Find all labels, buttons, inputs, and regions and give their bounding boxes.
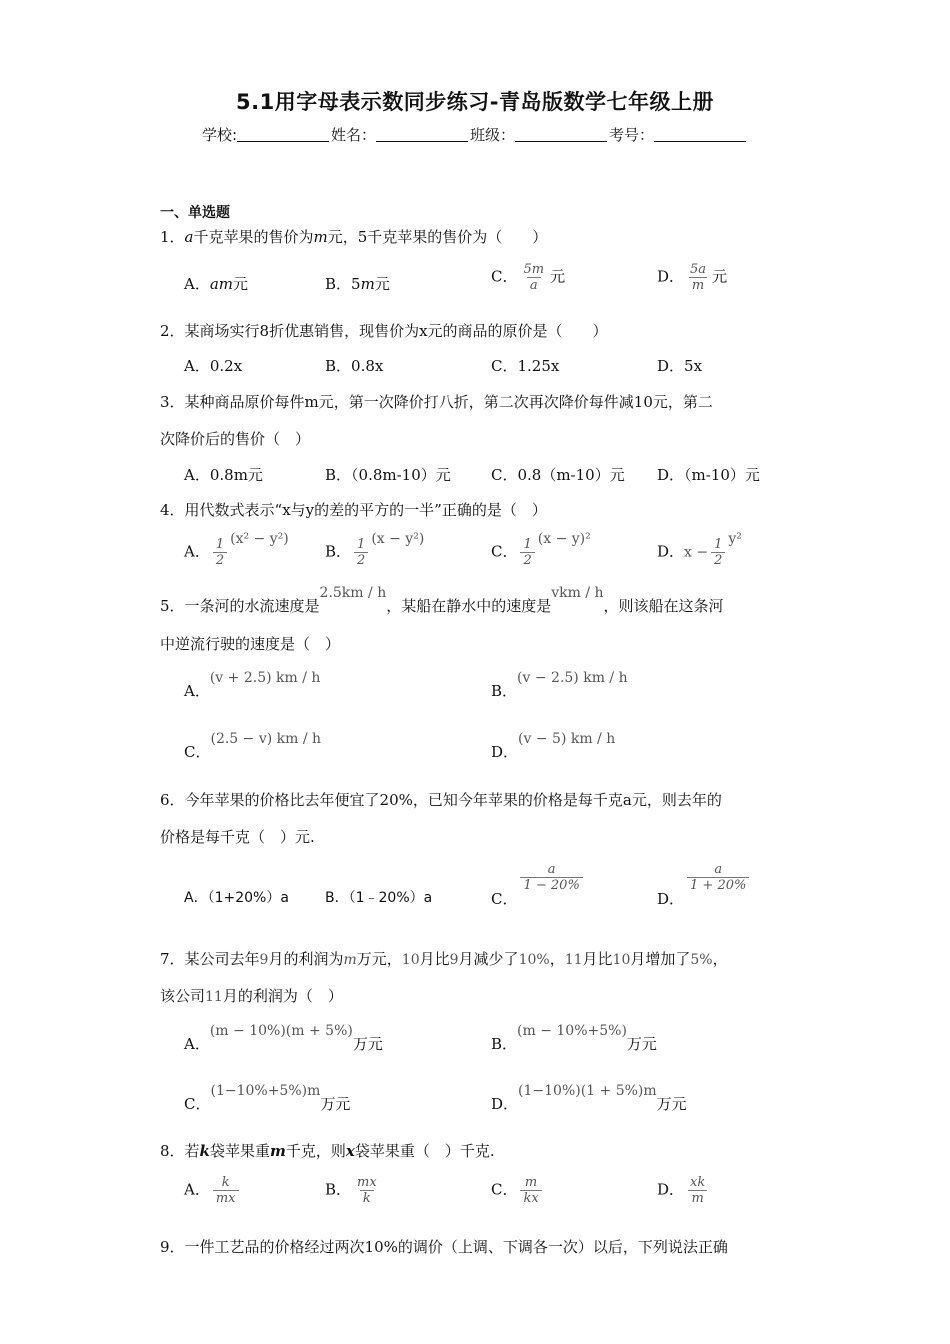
question-4-option-d[interactable]: D．x − $\frac{1}{2}$ y² [657,530,742,568]
question-3-option-c[interactable]: C．0.8（m-10）元 [491,466,625,484]
question-1-option-d[interactable]: D． $\frac{5a}{m}$ 元 [657,262,728,293]
question-2-stem: 2．某商场实行8折优惠销售，现售价为x元的商品的原价是（ ） [160,322,608,340]
student-info-line [0,124,950,145]
question-7-stem-line2: 该公司11月的利润为（ ） [160,987,343,1005]
question-2-option-c[interactable]: C．1.25x [491,357,560,375]
question-3-option-a[interactable]: A．0.8m元 [184,466,263,484]
question-5-option-b[interactable]: B．(v − 2.5) km / h [491,670,628,700]
question-7-option-b[interactable]: B．(m − 10%+5%)万元 [491,1023,657,1053]
question-2-option-a[interactable]: A．0.2x [184,357,243,375]
school-blank[interactable] [237,127,329,142]
class-blank[interactable] [515,127,607,142]
fraction: $\frac{5a}{m}$ [690,262,707,293]
name-blank[interactable] [376,127,468,142]
question-5-stem-line2: 中逆流行驶的速度是（ ） [160,635,341,653]
exam-no-blank[interactable] [654,127,746,142]
question-6-option-b[interactable]: B．（1﹣20%）a [325,890,433,906]
question-6-option-c[interactable]: C． $\frac{a}{1 - 20\%}$ [491,862,586,893]
class-label: 班级： [470,126,516,144]
question-9-stem: 9．一件工艺品的价格经过两次10%的调价（上调、下调各一次）以后，下列说法正确 [160,1238,728,1256]
question-7-option-c[interactable]: C．(1−10%+5%)m万元 [184,1083,351,1113]
question-4-option-b[interactable]: B． $\frac{1}{2}$ (x − y²) [325,530,425,568]
question-7-stem-line1: 7．某公司去年9月的利润为m万元，10月比9月减少了10%，11月比10月增加了5%， [160,950,728,968]
question-5-option-d[interactable]: D．(v − 5) km / h [491,731,616,761]
question-6-stem-line1: 6．今年苹果的价格比去年便宜了20%，已知今年苹果的价格是每千克a元，则去年的 [160,791,722,809]
question-8-option-b[interactable]: B． $\frac{mx}{k}$ [325,1175,377,1206]
question-2-option-d[interactable]: D．5x [657,357,703,375]
question-8-option-d[interactable]: D． $\frac{xk}{m}$ [657,1175,706,1206]
question-1-stem: 1．a千克苹果的售价为m元，5千克苹果的售价为（ ） [160,228,548,246]
fraction: $\frac{5m}{a}$ [523,262,545,293]
question-4-stem: 4．用代数式表示“x与y的差的平方的一半”正确的是（ ） [160,501,547,519]
page-title: 5.1用字母表示数同步练习-青岛版数学七年级上册 [236,90,714,114]
section-heading: 一、单选题 [160,205,230,221]
question-6-stem-line2: 价格是每千克（ ）元. [160,828,315,846]
question-5-option-c[interactable]: C．(2.5 − v) km / h [184,731,322,761]
question-7-option-d[interactable]: D．(1−10%)(1 + 5%)m万元 [491,1083,687,1113]
question-8-option-a[interactable]: A． $\frac{k}{mx}$ [184,1175,242,1206]
question-1-option-b[interactable]: B．5m元 [325,275,390,293]
question-2-option-b[interactable]: B．0.8x [325,357,384,375]
question-3-option-d[interactable]: D．（m-10）元 [657,466,760,484]
school-label: 学校: [201,126,237,144]
exam-no-label: 考号： [609,126,655,144]
question-3-stem-line2: 次降价后的售价（ ） [160,430,311,448]
question-4-option-a[interactable]: A． $\frac{1}{2}$ (x² − y²) [184,530,289,568]
question-7-option-a[interactable]: A．(m − 10%)(m + 5%)万元 [184,1023,383,1053]
question-5-stem-line1: 5．一条河的水流速度是2.5km / h，某船在静水中的速度是vkm / h，则该船在这条河 [160,585,724,615]
question-3-option-b[interactable]: B．（0.8m-10）元 [325,466,451,484]
question-1-option-c[interactable]: C． $\frac{5m}{a}$ 元 [491,262,566,293]
question-8-option-c[interactable]: C． $\frac{m}{kx}$ [491,1175,545,1206]
question-1-option-a[interactable]: A．am元 [184,275,249,293]
question-6-option-a[interactable]: A．（1+20%）a [184,890,289,906]
question-4-option-c[interactable]: C． $\frac{1}{2}$ (x − y)² [491,530,591,568]
question-5-option-a[interactable]: A．(v + 2.5) km / h [184,670,321,700]
question-3-stem-line1: 3．某种商品原价每件m元，第一次降价打八折，第二次再次降价每件减10元，第二 [160,393,713,411]
question-6-option-d[interactable]: D． $\frac{a}{1 + 20\%}$ [657,862,752,893]
question-8-stem: 8．若k袋苹果重m千克，则x袋苹果重（ ）千克. [160,1142,495,1160]
name-label: 姓名： [331,126,377,144]
